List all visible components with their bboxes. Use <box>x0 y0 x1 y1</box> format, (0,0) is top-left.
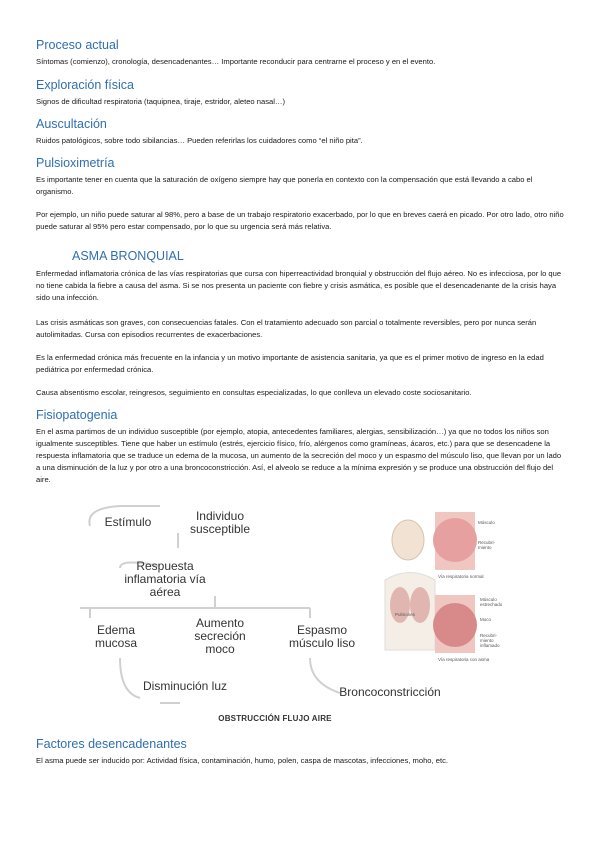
paragraph-pulsioximetria-2: Por ejemplo, un niño puede saturar al 98%, pero a base de un trabajo respiratorio exacerbado, por lo que en breves caerá en picado. Por otro lado, otro niño puede saturar al 95% pero estar compensado, por lo que su urgencia será más relativa. <box>36 210 564 231</box>
label-musculo: Músculo <box>478 520 495 525</box>
section-title-fisiopatogenia: Fisiopatogenia <box>36 408 118 422</box>
paragraph-exploracion: Signos de dificultad respiratoria (taquipnea, tiraje, estridor, aleteo nasal…) <box>36 97 286 106</box>
lung-left <box>390 587 410 623</box>
label-recubrimiento: Recubri-miento <box>478 540 496 550</box>
diagram-node-aumento: Aumento secreción moco <box>194 616 246 656</box>
diagram-node-bronco: Broncoconstricción <box>339 685 441 699</box>
paragraph-asma-3: Es la enfermedad crónica más frecuente en la infancia y un motivo importante de asistencia sanitaria, ya que es el primer motivo de ingreso en la edad pediátrica por enfermedad crónica. <box>36 353 544 374</box>
section-title-pulsioximetria: Pulsioximetría <box>36 156 115 170</box>
airway-normal-ring <box>433 518 477 562</box>
diagram-node-espasmo: Espasmo músculo liso <box>288 623 356 650</box>
paragraph-fisiopatogenia: En el asma partimos de un individuo susceptible (por ejemplo, atopia, antecedentes familiares, alergias, sensibilización…) ya que no todos los niños son igualmente susceptibles. Tiene que haber un estímulo (estrés, ejercicio físico, frío, alérgenos como gramíneas, ácaros, etc.) para que se desencadene la respuesta inflamatoria que se traduce un edema de la mucosa, un aumento de la secreción del moco y un espasmo del músculo liso, que llevan por un lado a una disminución de la luz y por otro a una broncoconstricción. Así, el alveolo se reduce a la mínima expresión y se produce una obstrucción del flujo del aire. <box>36 427 562 484</box>
head-shape <box>392 520 424 560</box>
section-title-auscultacion: Auscultación <box>36 117 107 131</box>
paragraph-pulsioximetria-1: Es importante tener en cuenta que la saturación de oxígeno siempre hay que ponerla en contexto con la compensación que está llevando a cabo el organismo. <box>36 175 533 196</box>
diagram-node-estimulo: Estímulo <box>104 515 152 529</box>
paragraph-asma-4: Causa absentismo escolar, reingresos, seguimiento en consultas especializadas, lo que conlleva un elevado coste sociosanitario. <box>36 388 472 397</box>
diagram-node-individuo: Individuo susceptible <box>189 509 251 536</box>
lung-right <box>410 587 430 623</box>
section-title-proceso: Proceso actual <box>36 38 119 52</box>
label-recubrimiento-inflamado: Recubri-miento inflamado <box>480 633 500 648</box>
section-title-factores: Factores desencadenantes <box>36 737 187 751</box>
label-moco: Moco <box>480 617 492 622</box>
section-title-asma: ASMA BRONQUIAL <box>72 249 184 263</box>
connector-disminucion <box>120 658 140 698</box>
airway-asma-ring <box>433 603 477 647</box>
paragraph-asma-2: Las crisis asmáticas son graves, con consecuencias fatales. Con el tratamiento adecuado son parcial o totalmente reversibles, pero por nunca serán autolimitadas. Cursa con episodios recurrentes de exacerbaciones. <box>36 318 537 339</box>
label-normal: Vía respiratoria normal <box>438 574 484 579</box>
diagram-node-disminucion: Disminución luz <box>142 679 228 693</box>
airway-illustration <box>380 510 540 670</box>
section-title-exploracion: Exploración física <box>36 78 134 92</box>
paragraph-auscultacion: Ruidos patológicos, sobre todo sibilancias… Pueden referirlas los cuidadores como “el niño pita”. <box>36 136 363 145</box>
diagram-node-respuesta: Respuesta inflamatoria vía aérea <box>124 559 206 599</box>
diagram-node-edema: Edema mucosa <box>94 623 138 650</box>
label-asma: Vía respiratoria con asma <box>438 657 490 662</box>
paragraph-proceso: Síntomas (comienzo), cronología, desencadenantes… Importante reconducir para centrarne el proceso y en el evento. <box>36 57 436 66</box>
diagram-node-obstruccion: OBSTRUCCIÓN FLUJO AIRE <box>218 714 332 723</box>
label-musculo-estrechado: Músculo estrechado <box>480 597 503 607</box>
label-pulmones: Pulmones <box>395 612 416 617</box>
paragraph-factores: El asma puede ser inducido por: Actividad física, contaminación, humo, polen, caspa de mascotas, infecciones, moho, etc. <box>36 756 448 765</box>
paragraph-asma-1: Enfermedad inflamatoria crónica de las vías respiratorias que cursa con hiperreactividad bronquial y obstrucción del flujo aéreo. No es infecciosa, por lo que no tiene cabida la fiebre a causa del asma. Si se nos presenta un paciente con fiebre y crisis asmática, es posible que el desencadenante de la crisis haya sido una infección. <box>36 269 562 302</box>
